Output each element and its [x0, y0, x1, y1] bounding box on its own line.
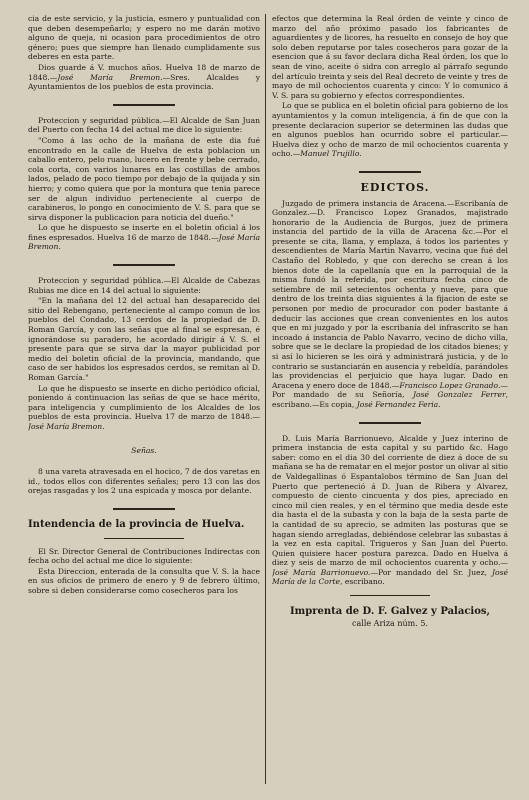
edicto2-text: D. Luis María Barrionuevo, Alcalde y Juez interino de primera instancia de esta capital y su partido &c. Hago saber: como en el dia 30 del corriente de diez á doce de su mañana se ha de rematar en el mejor postor un olivar al sitio de Valdegallinas ó Espantalobos término de San Juan del Puerto que perteneció á D. Juan de Ribera y Alvarez, compuesto de ciento cincuenta y dos pies, apreciado en cinco mil cien reales, y en el término que media desde este dia hasta el de la subasta y con la baja de la sesta parte de la cantidad de su aprecio, se admiten las posturas que se hagan siendo arregladas, debiéndose celebrar las subastas á la vez en esta capital. Trigueros y San Juan del Puerto. Quien quisiere hacer postura parezca. Dado en Huelva á diez y seis de marzo de mil ochocientos cuarenta y ocho.—José María Barrionuevo.—Por mandado del Sr. Juez, José María de la Corte, escribano.: [272, 433, 508, 587]
notice1-closing: Lo que he dispuesto se inserte en el boletin oficial á los fines espresados. Huelva 16 de marzo de 1848.—José María Bremon.: [28, 223, 260, 252]
column-divider: [265, 14, 266, 784]
intendencia-text: Esta Direccion, enterada de la consulta que V. S. la hace en sus oficios de primero de enero y 9 de febrero último, sobre si deben considerarse como cosecheros para los: [28, 566, 260, 595]
senas-text: 8 una vareta atravesada en el hocico, 7 de dos varetas en id., todos ellos con diferentes señales; pero 13 con las dos orejas rasgadas y los 2 una espicada y mosca por delante.: [28, 467, 260, 496]
intendencia-header: El Sr. Director General de Contribuciones Indirectas con fecha ocho del actual me dice lo siguiente:: [28, 546, 260, 566]
section-rule: [359, 422, 421, 424]
section-rule: [113, 104, 175, 106]
edicto1-text: Juzgado de primera instancia de Aracena.—Escribanía de Gonzalez.—D. Francisco Lopez Granados, majistrado honorario de la Audiencia de Burgos, juez de primera instancia del partido de la villa de Aracena &c.—Por el presente se cita, llama, y emplaza, á todos los parientes y descendientes de María Martin Navarro, vecina que fué del Castaño del Robledo, y que con derecho se crean á los bienos dote de la capellanía que en la parroquial de la misma fundó la referida, por escritura fecha cinco de setiembre de mil setecientos ochenta y nueve, para que dentro de los treinta dias siguientes á la fijacion de este se personen por medio de procurador con poder bastante á deducir las acciones que crean convenientes en los autos que en mi juzgado y por la escribanía del infrascrito se han incoado á instancia de Pablo Navarro, vecino de dicho villa, sobre que se le declare la propiedad de los citados bienes; y si así lo hicieren se les oirá y administrará justicia, y de lo contrario se sustanciarán en ausencia y rebeldía, parándoles las providencias el perjuicio que haya lugar. Dado en Aracena y enero doce de 1848.—Francisco Lopez Granado.—Por mandado de su Señoría, José Gonzalez Ferrer, escribano.—Es copia, José Fernandez Feria.: [272, 198, 508, 409]
notice2-quote: "En la mañana del 12 del actual han desaparecido del sitio del Rebengano, perteneciente al campo comun de los pueblos del Condado, 13 cerdos de la propiedad de D. Roman García, y con las señas que al final se espresan, é ignorándose su paradero, he acordado dirigir á V. S. el presente para que se sirva dar la mayor publicidad por medio del boletin oficial de la provincia, mandando, que caso de ser habidos los espresados cerdos, se remitan al D. Roman García.": [28, 296, 260, 382]
notice2-closing: Lo que he dispuesto se inserte en dicho periódico oficial, poniendo á continuacion las señas de que se hace mérito, para inteligencia y cumplimiento de los Alcaldes de los pueblos de esta provincia. Huelva 17 de marzo de 1848.—José María Bremon.: [28, 383, 260, 431]
footer-rule: [350, 595, 430, 596]
right-column: [272, 14, 508, 786]
edictos-heading: EDICTOS.: [360, 180, 430, 194]
continued-text: efectos que determina la Real órden de veinte y cinco de marzo del año próximo pasado los fabricantes de aguardientes y de licores, ha resuelto en consejo de hoy que solo deben reputarse por tales cosecheros para gozar de la esencion que á su favor declara dicha Real órden, los que lo sean de vino, aceite ó sidra con arreglo al párrafo segundo del artículo treinta y seis del Real decreto de veinte y tres de mayo de mil ochocientos cuarenta y cinco: Y lo comunico á V. S. para su gobierno y efectos correspondientes.: [272, 14, 508, 100]
heading-rule: [104, 538, 184, 539]
notice1-quote: "Como á las ocho de la mañana de este dia fué encontrado en la calle de Huelva de esta poblacion un caballo entero, pelo ruano, lucero en frente y bebe cerrado, cola corta, con varios lunares en las costillas de ambos lados, pelado de poco tiempo por debajo de la quijada y sin hierro; y como quiera que por la montura que tenia parece ser de algun individuo perteneciente al cuerpo de carabineros, lo pongo en conocimiento de V. S. para que se sirva disponer la publicacion para noticia del dueño.": [28, 135, 260, 222]
notice1-header: Proteccion y seguridad pública.—El Alcalde de San Juan del Puerto con fecha 14 del actual me dice lo siguiente:: [28, 115, 260, 135]
section-rule: [113, 264, 175, 266]
printer-name: Imprenta de D. F. Galvez y Palacios,: [289, 606, 491, 618]
printer-imprint: [272, 606, 508, 630]
left-column: [28, 14, 260, 786]
section-rule: [113, 508, 175, 510]
intro-closing: Dios guarde á V. muchos años. Huelva 18 de marzo de 1848.—José María Bremon.—Sres. Alcaldes y Ayuntamientos de los pueblos de esta provincia.: [28, 62, 260, 92]
continued-closing: Lo que se publica en el boletin oficial para gobierno de los ayuntamientos y la comun inteligencia, á fin de que con la presente declaracion superior se determinen las dudas que en algunos pueblos han ocurrido sobre el particular.—Huelva diez y ocho de marzo de mil ochocientos cuarenta y ocho.—Manuel Trujillo.: [272, 101, 508, 159]
intro-paragraph: cia de este servicio, y la justicia, esmero y puntualidad con que deben desempeñarlo; y espero no me darán motivo alguno de queja, ni ocasion para procedimientos de otro género; pues que siempre han llenado cumplidamente sus deberes en esta parte.: [28, 14, 260, 62]
notice2-header: Proteccion y seguridad pública.—El Alcalde de Cabezas Rubias me dice en 14 del actual lo siguiente:: [28, 276, 260, 295]
intendencia-heading: Intendencia de la provincia de Huelva.: [28, 518, 245, 530]
section-rule: [359, 171, 421, 173]
senas-title: Señas.: [131, 445, 157, 455]
printer-address: calle Ariza núm. 5.: [352, 619, 428, 629]
